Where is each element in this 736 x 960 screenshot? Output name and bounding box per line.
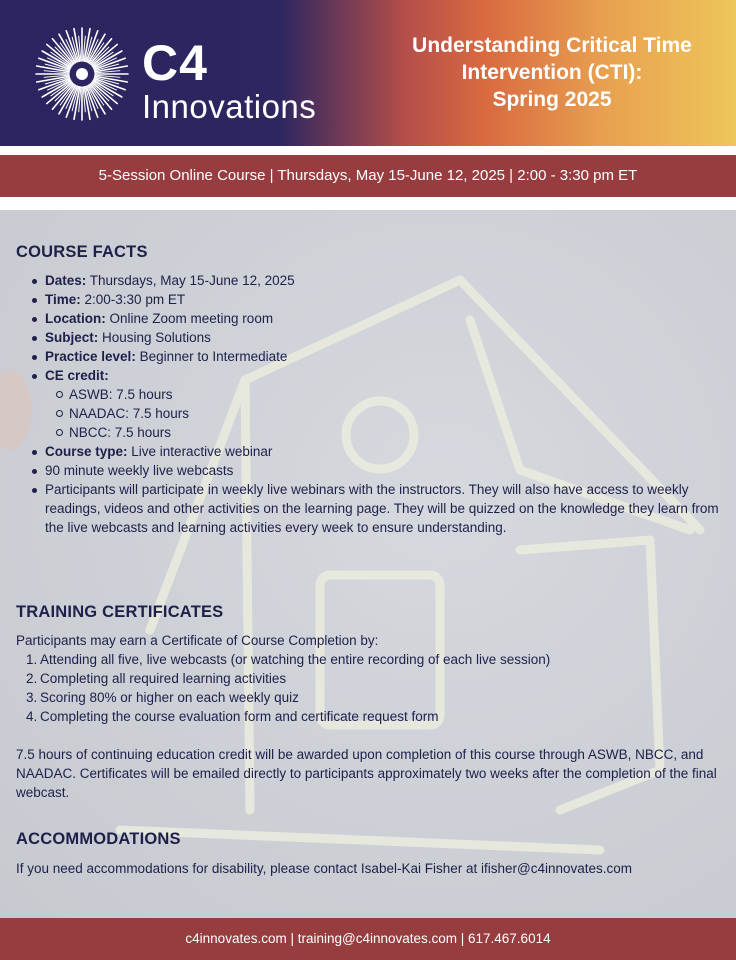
fact-label: Dates: <box>45 273 87 288</box>
fact-label: Location: <box>45 311 106 326</box>
fact-value: Online Zoom meeting room <box>105 311 274 326</box>
fact-value: Live interactive webinar <box>127 444 273 459</box>
course-facts-list <box>30 271 720 537</box>
header-band <box>0 0 736 146</box>
list-item: Participants will participate in weekly live webinars with the instructors. They will also have access to weekly readings, videos and other activities on the learning page. They will be quizzed on the knowledge they learn from the live webcasts and learning activities every week to ensure understanding. <box>30 480 720 537</box>
list-item <box>30 442 720 461</box>
list-item <box>30 328 720 347</box>
fact-value: Housing Solutions <box>98 330 211 345</box>
course-title <box>370 32 734 113</box>
certificates-intro: Participants may earn a Certificate of Course Completion by: <box>16 633 379 648</box>
item-number: 2. <box>26 671 38 686</box>
accommodations-heading: ACCOMMODATIONS <box>16 830 181 848</box>
item-number: 4. <box>26 709 38 724</box>
item-text: Scoring 80% or higher on each weekly quiz <box>40 690 299 705</box>
ce-credit-item: NBCC: 7.5 hours <box>55 423 720 442</box>
item-number: 1. <box>26 652 38 667</box>
list-item <box>30 271 720 290</box>
list-item <box>30 366 720 442</box>
item-number: 3. <box>26 690 38 705</box>
list-item <box>26 707 726 726</box>
fact-label: Course type: <box>45 444 128 459</box>
list-item: 90 minute weekly live webcasts <box>30 461 720 480</box>
course-schedule-banner: 5-Session Online Course | Thursdays, May 15-June 12, 2025 | 2:00 - 3:30 pm ET <box>0 155 736 197</box>
ce-credit-item: ASWB: 7.5 hours <box>55 385 720 404</box>
fact-label: Subject: <box>45 330 99 345</box>
c4-logo <box>32 24 332 124</box>
list-item <box>26 688 726 707</box>
fact-label: Practice level: <box>45 349 136 364</box>
list-item <box>30 309 720 328</box>
item-text: Completing the course evaluation form and certificate request form <box>40 709 439 724</box>
list-item <box>30 290 720 309</box>
certificate-requirements-list <box>26 650 726 726</box>
fact-value: Thursdays, May 15-June 12, 2025 <box>86 273 295 288</box>
list-item <box>30 347 720 366</box>
logo-name: C4 <box>142 35 208 91</box>
title-line-2: Intervention (CTI): <box>461 61 643 84</box>
contact-footer: c4innovates.com | training@c4innovates.com | 617.467.6014 <box>0 918 736 960</box>
training-certificates-heading: TRAINING CERTIFICATES <box>16 603 224 621</box>
fact-label: Time: <box>45 292 81 307</box>
ce-credit-list <box>55 385 720 442</box>
fact-value: 2:00-3:30 pm ET <box>80 292 186 307</box>
fact-value: Beginner to Intermediate <box>135 349 288 364</box>
item-text: Attending all five, live webcasts (or watching the entire recording of each live session) <box>40 652 551 667</box>
main-content <box>0 210 736 918</box>
title-line-3: Spring 2025 <box>492 88 612 111</box>
logo-subname: Innovations <box>142 88 317 125</box>
fact-label: CE credit: <box>45 368 109 383</box>
sunburst-logo-icon <box>32 24 132 124</box>
ce-credit-note: 7.5 hours of continuing education credit will be awarded upon completion of this course through ASWB, NBCC, and NAADAC. Certificates will be emailed directly to participants approximately two weeks after the completion of the final webcast. <box>16 747 717 800</box>
ce-credit-item: NAADAC: 7.5 hours <box>55 404 720 423</box>
accommodations-text: If you need accommodations for disability, please contact Isabel-Kai Fisher at ifisher@c4innovates.com <box>16 861 633 876</box>
item-text: Completing all required learning activities <box>40 671 287 686</box>
list-item <box>26 669 726 688</box>
list-item <box>26 650 726 669</box>
course-facts-heading: COURSE FACTS <box>16 243 148 261</box>
title-line-1: Understanding Critical Time <box>412 34 692 57</box>
